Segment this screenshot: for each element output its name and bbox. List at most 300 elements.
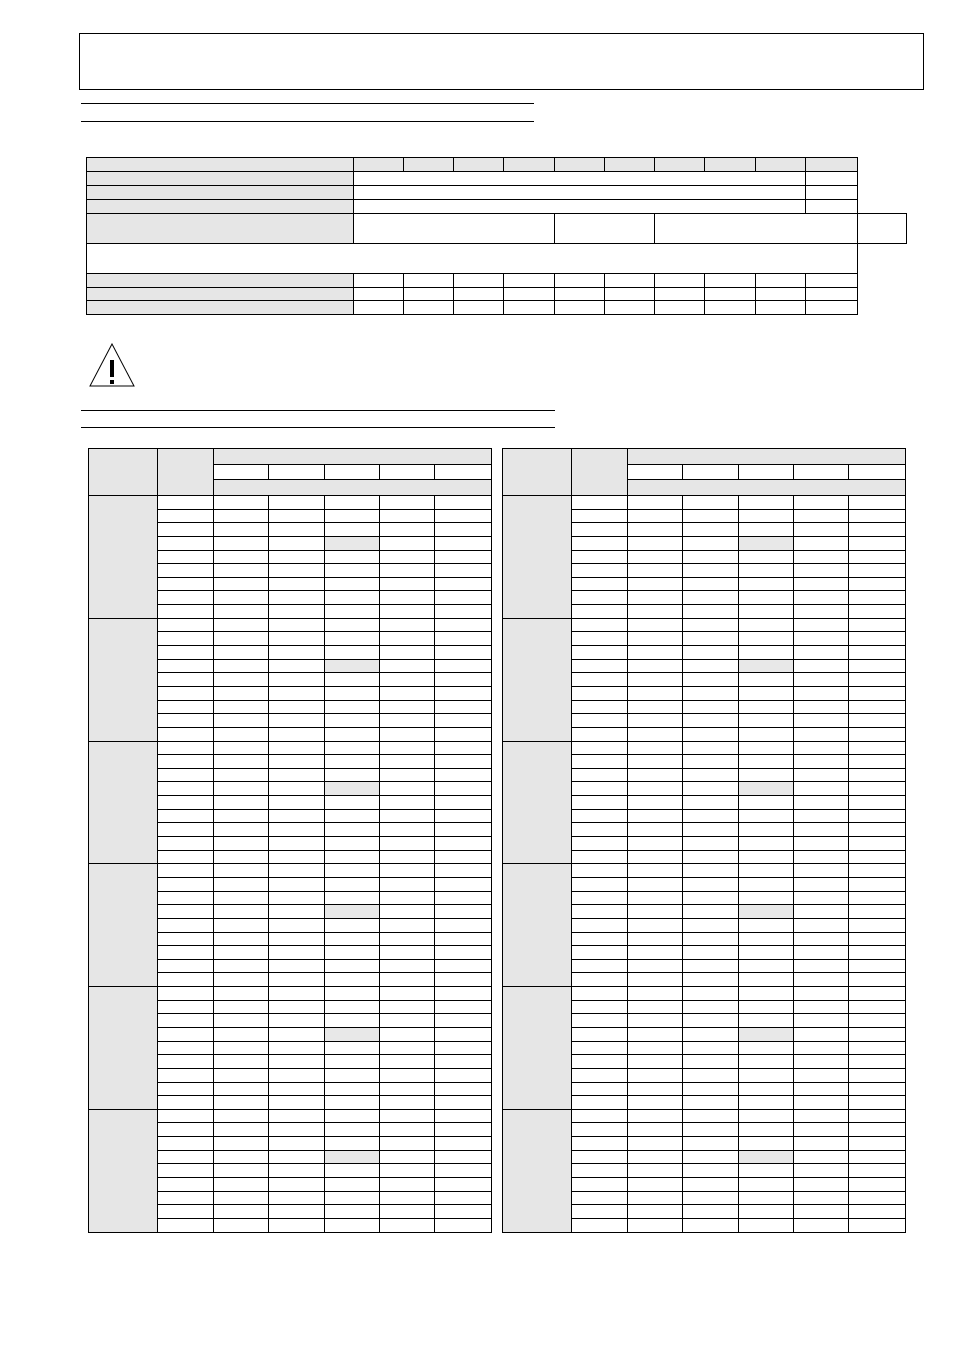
value-cell: [325, 1000, 380, 1014]
value-cell: [683, 646, 739, 660]
value-cell: [435, 686, 492, 700]
value-cell: [214, 1068, 269, 1082]
row-label-cell: [158, 1150, 214, 1164]
value-cell: [739, 605, 794, 619]
value-cell: [628, 1178, 683, 1192]
value-cell: [739, 877, 794, 891]
value-cell: [269, 741, 325, 755]
value-cell: [628, 632, 683, 646]
value-cell: [435, 714, 492, 728]
value-cell: [325, 523, 380, 537]
value-cell: [849, 1096, 906, 1110]
value-cell: [794, 618, 849, 632]
row-label-cell: [572, 864, 628, 878]
row-label-cell: [572, 837, 628, 851]
value-cell: [380, 591, 435, 605]
value-cell: [628, 686, 683, 700]
value-cell: [325, 959, 380, 973]
group-cell: [89, 864, 158, 987]
value-cell: [214, 946, 269, 960]
value-cell: [269, 1218, 325, 1232]
value-cell: [683, 659, 739, 673]
value-cell: [849, 877, 906, 891]
value-cell: [628, 850, 683, 864]
value-cell: [794, 1191, 849, 1205]
value-cell: [435, 864, 492, 878]
spec-table: [86, 157, 907, 315]
value-cell: [269, 496, 325, 510]
row-label-cell: [158, 1109, 214, 1123]
value-cell: [628, 741, 683, 755]
table-row: [503, 1109, 906, 1123]
value-cell: [794, 755, 849, 769]
table-header-row: [89, 449, 492, 465]
value-cell: [435, 1109, 492, 1123]
value-cell: [683, 1055, 739, 1069]
value-cell: [325, 1082, 380, 1096]
row-label-cell: [158, 1096, 214, 1110]
value-cell: [849, 1109, 906, 1123]
value-cell: [269, 1164, 325, 1178]
value-cell: [739, 686, 794, 700]
value-cell: [269, 1137, 325, 1151]
value-cell: [435, 646, 492, 660]
value-cell: [380, 700, 435, 714]
value-cell: [435, 1096, 492, 1110]
value-cell: [628, 618, 683, 632]
value-cell: [380, 768, 435, 782]
row-label-cell: [158, 1205, 214, 1219]
value-cell: [269, 837, 325, 851]
value-cell: [325, 850, 380, 864]
value-cell: [849, 891, 906, 905]
value-cell: [269, 823, 325, 837]
value-cell: [849, 564, 906, 578]
value-cell: [849, 1014, 906, 1028]
value-cell: [435, 782, 492, 796]
value-cell: [683, 782, 739, 796]
value-cell: [849, 918, 906, 932]
spec-row-note: [87, 244, 907, 274]
value-cell: [214, 1123, 269, 1137]
value-cell: [849, 1137, 906, 1151]
row-label-cell: [572, 564, 628, 578]
value-cell: [794, 659, 849, 673]
group-cell: [503, 987, 572, 1110]
value-cell: [794, 1055, 849, 1069]
value-cell: [683, 714, 739, 728]
value-cell: [325, 1191, 380, 1205]
value-cell: [628, 1218, 683, 1232]
value-cell: [380, 1014, 435, 1028]
value-cell: [794, 918, 849, 932]
row-label-cell: [158, 605, 214, 619]
value-cell: [628, 591, 683, 605]
value-cell: [269, 1123, 325, 1137]
value-cell: [269, 550, 325, 564]
value-cell: [435, 1055, 492, 1069]
value-cell: [683, 946, 739, 960]
value-cell: [380, 550, 435, 564]
value-cell: [435, 1205, 492, 1219]
value-cell: [214, 714, 269, 728]
value-cell: [435, 1000, 492, 1014]
value-cell: [325, 932, 380, 946]
row-label-cell: [572, 1150, 628, 1164]
value-cell: [325, 496, 380, 510]
row-label-cell: [158, 987, 214, 1001]
value-cell: [269, 850, 325, 864]
row-label-cell: [158, 509, 214, 523]
value-cell: [794, 946, 849, 960]
row-label-cell: [572, 1068, 628, 1082]
value-cell: [849, 618, 906, 632]
value-cell: [380, 632, 435, 646]
value-cell: [269, 987, 325, 1001]
value-cell: [269, 768, 325, 782]
value-cell: [380, 1000, 435, 1014]
value-cell: [214, 1205, 269, 1219]
value-cell: [380, 1068, 435, 1082]
value-cell: [380, 932, 435, 946]
value-cell: [214, 1164, 269, 1178]
value-cell: [683, 1082, 739, 1096]
value-cell: [849, 987, 906, 1001]
value-cell: [739, 1014, 794, 1028]
value-cell: [214, 782, 269, 796]
value-cell: [269, 536, 325, 550]
value-cell: [214, 577, 269, 591]
row-label-cell: [158, 646, 214, 660]
value-cell: [269, 591, 325, 605]
value-cell: [628, 1000, 683, 1014]
value-cell: [628, 809, 683, 823]
row-label-cell: [158, 700, 214, 714]
value-cell: [628, 918, 683, 932]
row-label-cell: [572, 1041, 628, 1055]
group-cell: [503, 1109, 572, 1232]
value-cell: [849, 632, 906, 646]
value-cell: [849, 850, 906, 864]
row-label-cell: [572, 714, 628, 728]
value-cell: [794, 932, 849, 946]
value-cell: [794, 987, 849, 1001]
value-cell: [214, 1137, 269, 1151]
table-row: [503, 618, 906, 632]
value-cell: [628, 564, 683, 578]
value-cell: [214, 1178, 269, 1192]
row-label-cell: [158, 714, 214, 728]
value-cell: [380, 523, 435, 537]
value-cell: [435, 973, 492, 987]
row-label-cell: [572, 973, 628, 987]
value-cell: [794, 577, 849, 591]
value-cell: [435, 1218, 492, 1232]
value-cell: [435, 727, 492, 741]
value-cell: [849, 496, 906, 510]
table-row: [89, 496, 492, 510]
value-cell: [380, 755, 435, 769]
value-cell: [683, 850, 739, 864]
value-cell: [683, 673, 739, 687]
value-cell: [628, 523, 683, 537]
value-cell: [380, 1150, 435, 1164]
value-cell: [380, 782, 435, 796]
value-cell: [794, 564, 849, 578]
value-cell: [683, 973, 739, 987]
value-cell: [683, 1191, 739, 1205]
value-cell: [628, 536, 683, 550]
value-cell: [683, 496, 739, 510]
value-cell: [380, 809, 435, 823]
value-cell: [794, 809, 849, 823]
value-cell: [739, 1027, 794, 1041]
spec-row: [87, 172, 907, 186]
row-label-cell: [158, 891, 214, 905]
value-cell: [794, 1178, 849, 1192]
value-cell: [380, 1041, 435, 1055]
value-cell: [683, 1014, 739, 1028]
value-cell: [269, 1191, 325, 1205]
value-cell: [325, 1014, 380, 1028]
value-cell: [739, 673, 794, 687]
value-cell: [739, 837, 794, 851]
value-cell: [739, 1068, 794, 1082]
value-cell: [269, 673, 325, 687]
table-row: [503, 496, 906, 510]
row-label-cell: [158, 796, 214, 810]
value-cell: [435, 564, 492, 578]
value-cell: [739, 509, 794, 523]
value-cell: [325, 1205, 380, 1219]
table-row: [89, 618, 492, 632]
value-cell: [435, 1150, 492, 1164]
value-cell: [269, 1000, 325, 1014]
table-header-row: [503, 449, 906, 465]
value-cell: [739, 550, 794, 564]
value-cell: [380, 1205, 435, 1219]
value-cell: [214, 1082, 269, 1096]
value-cell: [849, 646, 906, 660]
value-cell: [380, 1055, 435, 1069]
row-label-cell: [158, 1014, 214, 1028]
value-cell: [435, 796, 492, 810]
value-cell: [325, 918, 380, 932]
value-cell: [269, 632, 325, 646]
value-cell: [683, 1041, 739, 1055]
value-cell: [380, 1123, 435, 1137]
value-cell: [683, 768, 739, 782]
value-cell: [435, 536, 492, 550]
value-cell: [739, 1137, 794, 1151]
value-cell: [214, 1041, 269, 1055]
value-cell: [325, 973, 380, 987]
value-cell: [794, 1000, 849, 1014]
value-cell: [269, 1205, 325, 1219]
value-cell: [380, 536, 435, 550]
header-underline-2: [81, 121, 534, 122]
value-cell: [683, 1178, 739, 1192]
value-cell: [628, 987, 683, 1001]
value-cell: [435, 768, 492, 782]
value-cell: [794, 536, 849, 550]
group-cell: [503, 496, 572, 619]
value-cell: [628, 823, 683, 837]
value-cell: [269, 782, 325, 796]
row-label-cell: [158, 1082, 214, 1096]
value-cell: [214, 700, 269, 714]
value-cell: [628, 550, 683, 564]
value-cell: [683, 837, 739, 851]
value-cell: [214, 1014, 269, 1028]
section-underline-2: [81, 427, 555, 428]
row-label-cell: [158, 741, 214, 755]
value-cell: [739, 564, 794, 578]
value-cell: [739, 591, 794, 605]
value-cell: [683, 523, 739, 537]
table-row: [89, 741, 492, 755]
value-cell: [739, 632, 794, 646]
value-cell: [269, 1014, 325, 1028]
value-cell: [325, 796, 380, 810]
value-cell: [435, 932, 492, 946]
value-cell: [794, 1205, 849, 1219]
value-cell: [325, 809, 380, 823]
value-cell: [269, 727, 325, 741]
value-cell: [269, 523, 325, 537]
row-label-cell: [158, 550, 214, 564]
value-cell: [269, 1068, 325, 1082]
value-cell: [325, 905, 380, 919]
value-cell: [683, 1000, 739, 1014]
value-cell: [794, 782, 849, 796]
value-cell: [683, 618, 739, 632]
value-cell: [435, 1014, 492, 1028]
value-cell: [628, 1055, 683, 1069]
value-cell: [435, 918, 492, 932]
value-cell: [380, 1218, 435, 1232]
value-cell: [214, 632, 269, 646]
value-cell: [739, 932, 794, 946]
value-cell: [380, 646, 435, 660]
value-cell: [739, 1178, 794, 1192]
value-cell: [849, 905, 906, 919]
value-cell: [628, 905, 683, 919]
value-cell: [739, 1218, 794, 1232]
spec-row: [87, 214, 907, 244]
row-label-cell: [572, 1178, 628, 1192]
value-cell: [269, 1150, 325, 1164]
value-cell: [269, 877, 325, 891]
value-cell: [269, 918, 325, 932]
group-cell: [89, 987, 158, 1110]
row-label-cell: [572, 686, 628, 700]
value-cell: [739, 1082, 794, 1096]
value-cell: [849, 700, 906, 714]
value-cell: [794, 646, 849, 660]
value-cell: [214, 536, 269, 550]
value-cell: [435, 673, 492, 687]
value-cell: [325, 891, 380, 905]
value-cell: [325, 577, 380, 591]
value-cell: [269, 1178, 325, 1192]
value-cell: [435, 1123, 492, 1137]
row-label-cell: [572, 905, 628, 919]
value-cell: [214, 673, 269, 687]
value-cell: [628, 605, 683, 619]
value-cell: [739, 946, 794, 960]
row-label-cell: [158, 632, 214, 646]
value-cell: [794, 1014, 849, 1028]
value-cell: [214, 973, 269, 987]
row-label-cell: [158, 1041, 214, 1055]
row-label-cell: [158, 932, 214, 946]
value-cell: [794, 768, 849, 782]
value-cell: [628, 891, 683, 905]
value-cell: [325, 686, 380, 700]
value-cell: [435, 823, 492, 837]
value-cell: [628, 509, 683, 523]
value-cell: [214, 959, 269, 973]
value-cell: [794, 605, 849, 619]
row-label-cell: [158, 1137, 214, 1151]
value-cell: [849, 959, 906, 973]
value-cell: [325, 1055, 380, 1069]
value-cell: [794, 837, 849, 851]
value-cell: [849, 591, 906, 605]
value-cell: [435, 755, 492, 769]
value-cell: [739, 727, 794, 741]
value-cell: [794, 686, 849, 700]
value-cell: [683, 796, 739, 810]
value-cell: [739, 496, 794, 510]
value-cell: [683, 577, 739, 591]
spec-row: [87, 274, 907, 288]
value-cell: [380, 905, 435, 919]
value-cell: [849, 1218, 906, 1232]
value-cell: [214, 727, 269, 741]
row-label-cell: [572, 809, 628, 823]
value-cell: [380, 686, 435, 700]
value-cell: [739, 1041, 794, 1055]
data-table-left: [88, 448, 492, 1233]
row-label-cell: [158, 1027, 214, 1041]
value-cell: [325, 536, 380, 550]
value-cell: [269, 1027, 325, 1041]
value-cell: [739, 1164, 794, 1178]
row-label-cell: [158, 782, 214, 796]
row-label-cell: [572, 509, 628, 523]
row-label-cell: [572, 1123, 628, 1137]
value-cell: [628, 959, 683, 973]
spec-row: [87, 288, 907, 301]
value-cell: [435, 577, 492, 591]
row-label-cell: [158, 577, 214, 591]
value-cell: [269, 618, 325, 632]
value-cell: [214, 796, 269, 810]
value-cell: [628, 1191, 683, 1205]
value-cell: [628, 973, 683, 987]
row-label-cell: [572, 918, 628, 932]
value-cell: [683, 823, 739, 837]
value-cell: [214, 1000, 269, 1014]
value-cell: [435, 632, 492, 646]
value-cell: [628, 1164, 683, 1178]
row-label-cell: [158, 673, 214, 687]
value-cell: [435, 877, 492, 891]
value-cell: [683, 727, 739, 741]
value-cell: [214, 509, 269, 523]
